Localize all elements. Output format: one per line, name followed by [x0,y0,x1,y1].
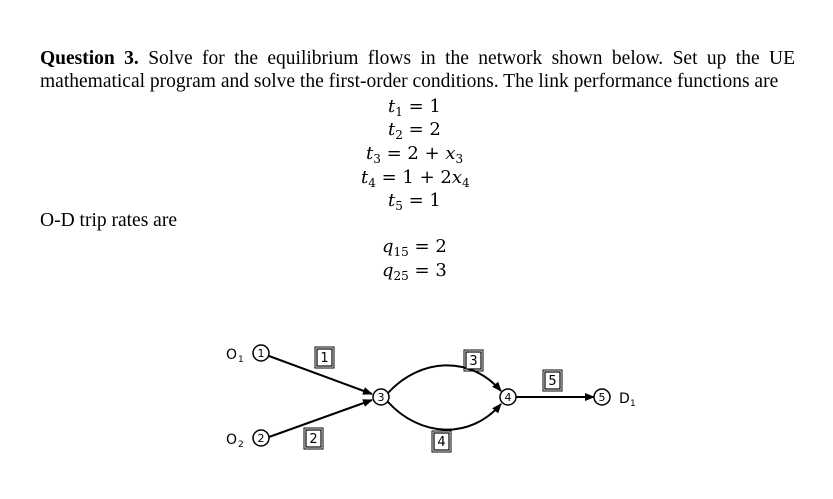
svg-text:O: O [226,347,238,363]
svg-text:1: 1 [257,347,265,360]
origin-1-label [226,347,244,365]
svg-text:3: 3 [469,354,478,369]
link-1-box [315,347,334,368]
svg-text:4: 4 [504,391,512,404]
svg-text:3: 3 [377,391,385,404]
svg-text:4: 4 [437,435,446,450]
svg-text:O: O [226,432,238,448]
svg-text:1: 1 [630,399,636,409]
svg-text:2: 2 [238,440,244,450]
link-3-box [464,350,483,371]
link-5-box [543,370,562,391]
node-2 [253,430,269,446]
equation-t4: $t_4 = 1 + 2x_4$ [361,167,470,190]
question-heading: Question 3. [40,48,139,69]
svg-text:2: 2 [257,432,265,445]
equation-t3: $t_3 = 2 + x_3$ [366,143,464,166]
svg-text:1: 1 [320,351,329,366]
node-1 [253,345,269,361]
link-4-box [432,431,451,452]
origin-2-label [226,432,244,450]
destination-label [619,391,636,409]
link-4-line [388,402,501,430]
svg-text:1: 1 [238,355,244,365]
node-3 [373,389,389,405]
svg-text:5: 5 [548,374,557,389]
svg-text:D: D [619,391,630,407]
equation-t5: $t_5 = 1$ [388,190,441,213]
link-3-line [388,365,501,393]
od-label: O-D trip rates are [40,210,177,231]
equation-q25: $q_{25} = 3$ [382,260,447,283]
equation-t1: $t_1 = 1$ [388,96,441,119]
svg-text:2: 2 [309,432,318,447]
svg-text:5: 5 [598,391,606,404]
question-text: Solve for the equilibrium flows in the network shown below. Set up the UE mathematical program and solve the first-order conditions. The link performance functions are [40,48,796,92]
equation-q15: $q_{15} = 2$ [382,236,447,259]
equation-t2: $t_2 = 2$ [388,119,441,142]
node-5 [594,389,610,405]
link-2-box [304,428,323,449]
node-4 [500,389,516,405]
